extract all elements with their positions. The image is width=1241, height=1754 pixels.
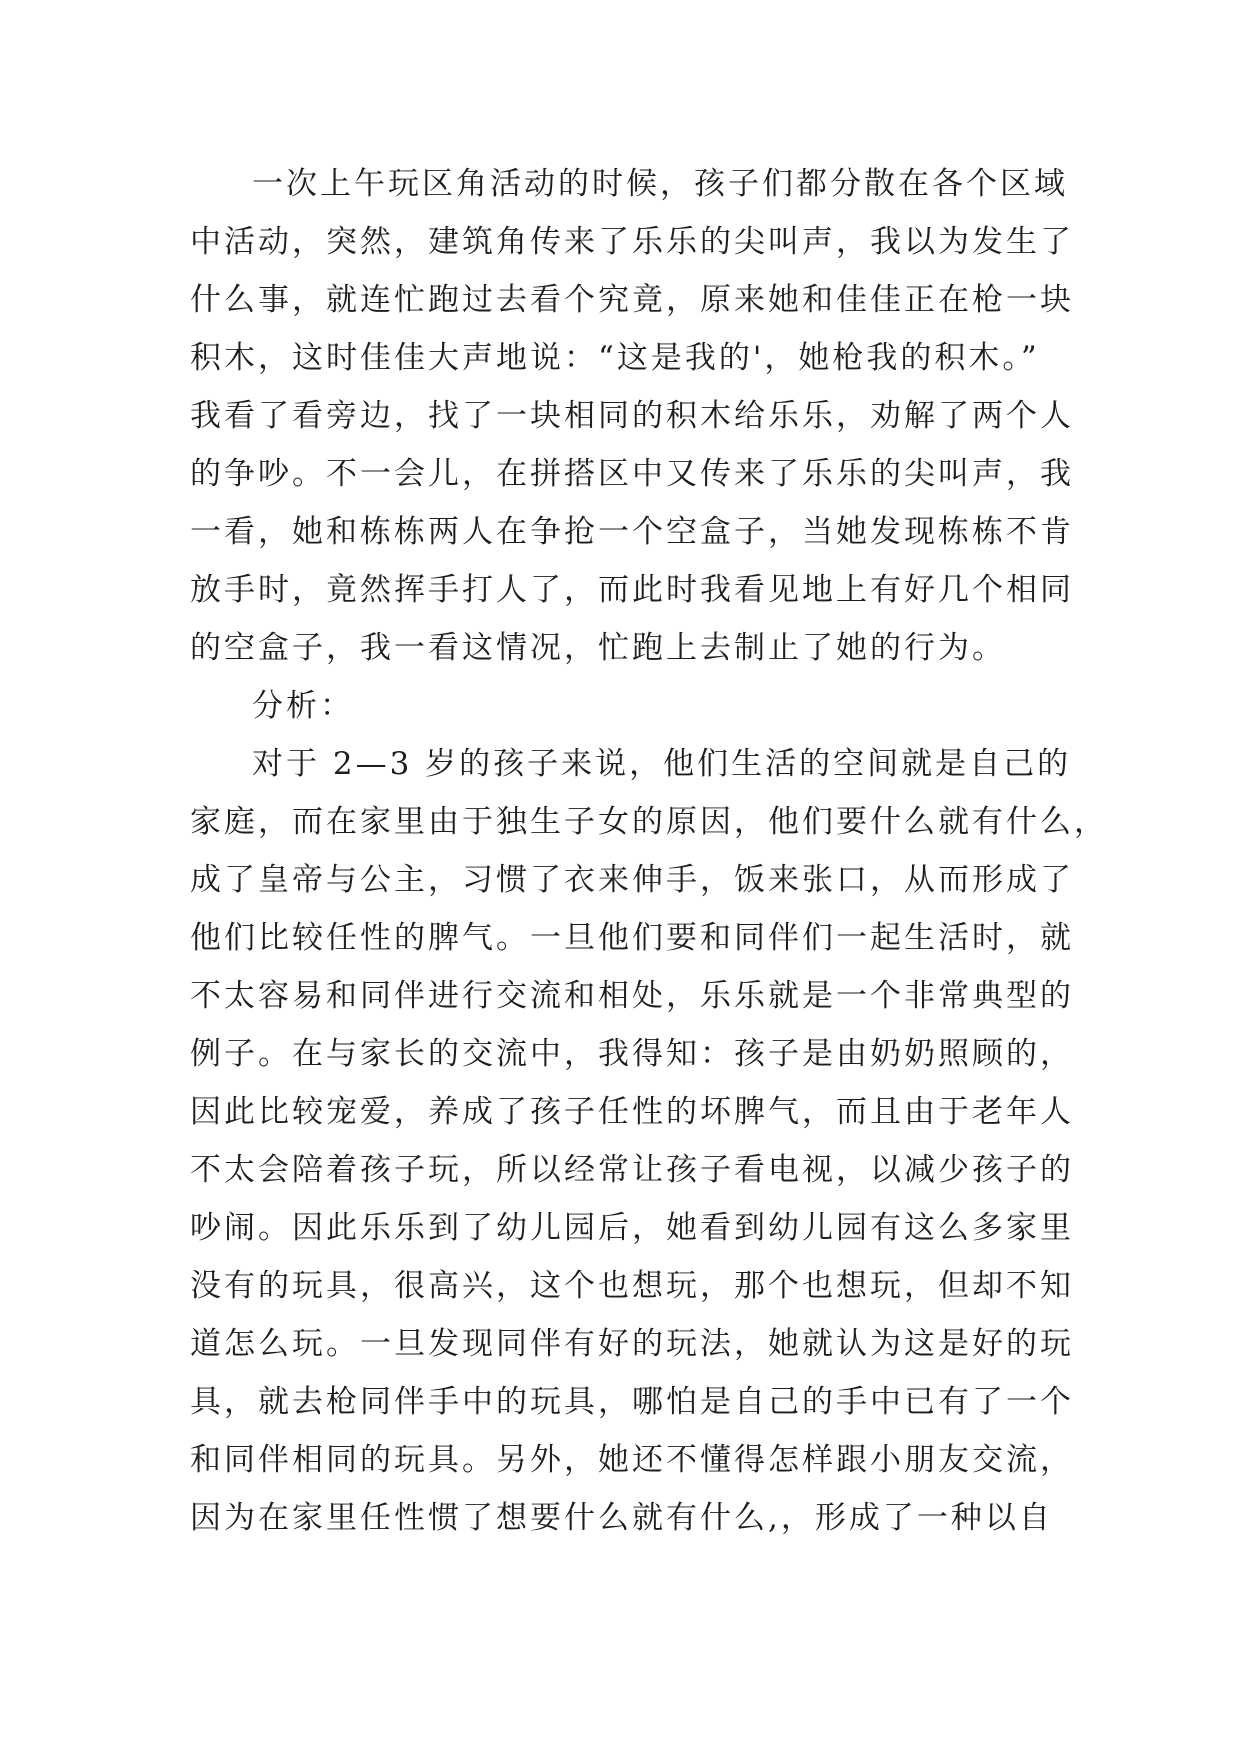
paragraph-incident xyxy=(190,155,1074,677)
text-line: 例子。在与家长的交流中，我得知：孩子是由奶奶照顾的， xyxy=(190,1036,1074,1072)
text-line: 积木，这时佳佳大声地说：“这是我的'，她枪我的积木。” xyxy=(190,340,1040,376)
text-line: 他们比较任性的脾气。一旦他们要和同伴们一起生活时，就 xyxy=(190,920,1074,956)
text-line: 的空盒子，我一看这情况，忙跑上去制止了她的行为。 xyxy=(190,630,1006,666)
text-column xyxy=(190,155,1108,1547)
paragraph-analysis xyxy=(190,735,1108,1547)
section-heading-analysis xyxy=(190,677,1060,735)
text-line: 具，就去枪同伴手中的玩具，哪怕是自己的手中已有了一个 xyxy=(190,1384,1074,1420)
text-line: 放手时，竟然挥手打人了，而此时我看见地上有好几个相同 xyxy=(190,572,1074,608)
text-line: 的争吵。不一会儿，在拼搭区中又传来了乐乐的尖叫声，我 xyxy=(190,456,1074,492)
text-line: 家庭，而在家里由于独生子女的原因，他们要什么就有什么， xyxy=(190,804,1108,840)
text-line: 一次上午玩区角活动的时候，孩子们都分散在各个区域 xyxy=(252,166,1068,202)
text-line: 不太会陪着孩子玩，所以经常让孩子看电视，以减少孩子的 xyxy=(190,1152,1074,1188)
text-line: 吵闹。因此乐乐到了幼儿园后，她看到幼儿园有这么多家里 xyxy=(190,1210,1074,1246)
text-line: 什么事，就连忙跑过去看个究竟，原来她和佳佳正在枪一块 xyxy=(190,282,1074,318)
text-line: 中活动，突然，建筑角传来了乐乐的尖叫声，我以为发生了 xyxy=(190,224,1074,260)
text-line: 道怎么玩。一旦发现同伴有好的玩法，她就认为这是好的玩 xyxy=(190,1326,1074,1362)
text-line: 因为在家里任性惯了想要什么就有什么,，形成了一种以自 xyxy=(190,1500,1053,1536)
text-line: 不太容易和同伴进行交流和相处，乐乐就是一个非常典型的 xyxy=(190,978,1074,1014)
text-line: 成了皇帝与公主，习惯了衣来伸手，饭来张口，从而形成了 xyxy=(190,862,1074,898)
text-line: 因此比较宠爱，养成了孩子任性的坏脾气，而且由于老年人 xyxy=(190,1094,1074,1130)
text-line: 和同伴相同的玩具。另外，她还不懂得怎样跟小朋友交流， xyxy=(190,1442,1074,1478)
text-line: 我看了看旁边，找了一块相同的积木给乐乐，劝解了两个人 xyxy=(190,398,1074,434)
text-line: 没有的玩具，很高兴，这个也想玩，那个也想玩，但却不知 xyxy=(190,1268,1074,1304)
text-line: 对于 2—3 岁的孩子来说，他们生活的空间就是自己的 xyxy=(252,746,1072,782)
section-heading: 分析： xyxy=(252,688,354,724)
text-line: 一看，她和栋栋两人在争抢一个空盒子，当她发现栋栋不肯 xyxy=(190,514,1074,550)
